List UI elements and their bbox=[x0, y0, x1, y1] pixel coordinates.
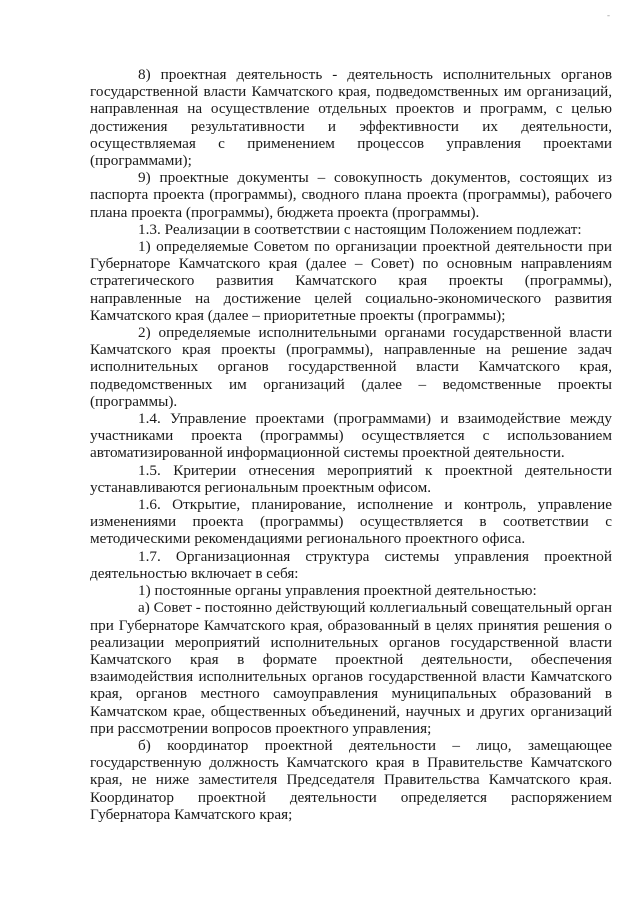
paragraph-1-7-item-b: б) координатор проектной деятельности – лицо, замещающее государственную должность Камчатского края в Правительстве Камчатского края, не ниже заместителя Председателя Правительства Камчатского края. Координатор проектной деятельности определяется распоряжением Губернатора Камчатского края; bbox=[90, 736, 612, 823]
paragraph-1-7: 1.7. Организационная структура системы управления проектной деятельностью включает в себя: bbox=[90, 547, 612, 582]
page-mark: - bbox=[607, 10, 610, 20]
paragraph-1-4: 1.4. Управление проектами (программами) и взаимодействие между участниками проекта (программы) осуществляется с использованием автоматизированной информационной системы проектной деятельности. bbox=[90, 410, 612, 462]
paragraph-item-9: 9) проектные документы – совокупность документов, состоящих из паспорта проекта (программы), сводного плана проекта (программы), рабочего плана проекта (программы), бюджета проекта (программы). bbox=[90, 169, 612, 221]
paragraph-1-6: 1.6. Открытие, планирование, исполнение и контроль, управление изменениями проекта (программы) осуществляется в соответствии с методическими рекомендациями регионального проектного офиса. bbox=[90, 496, 612, 548]
paragraph-1-7-item-1: 1) постоянные органы управления проектной деятельностью: bbox=[138, 582, 537, 600]
paragraph-1-3-item-1: 1) определяемые Советом по организации проектной деятельности при Губернаторе Камчатского края (далее – Совет) по основным направлениям стратегического развития Камчатского края проекты (программы), направленные на достижение целей социально-экономического развития Камчатского края (далее – приоритетные проекты (программы); bbox=[90, 238, 612, 324]
paragraph-1-3: 1.3. Реализации в соответствии с настоящим Положением подлежат: bbox=[138, 220, 582, 238]
paragraph-item-8: 8) проектная деятельность - деятельность исполнительных органов государственной власти Камчатского края, подведомственных им организаций, направленная на осуществление отдельных проектов и программ, с целью достижения результативности и эффективности их деятельности, осуществляемая с применением процессов управления проектами (программами); bbox=[90, 66, 612, 170]
paragraph-1-5: 1.5. Критерии отнесения мероприятий к проектной деятельности устанавливаются региональным проектным офисом. bbox=[90, 461, 612, 496]
paragraph-1-7-item-a: а) Совет - постоянно действующий коллегиальный совещательный орган при Губернаторе Камчатского края, образованный в целях принятия решения о реализации мероприятий исполнительных органов государственной власти Камчатского края в формате проектной деятельности, обеспечения взаимодействия исполнительных органов государственной власти Камчатского края, органов местного самоуправления муниципальных образований в Камчатском крае, общественных объединений, научных и других организаций при рассмотрении вопросов проектного управления; bbox=[90, 599, 612, 737]
paragraph-1-3-item-2: 2) определяемые исполнительными органами государственной власти Камчатского края проекты (программы), направленные на решение задач исполнительных органов государственной власти Камчатского края, подведомственных им организаций (далее – ведомственные проекты (программы). bbox=[90, 324, 612, 410]
